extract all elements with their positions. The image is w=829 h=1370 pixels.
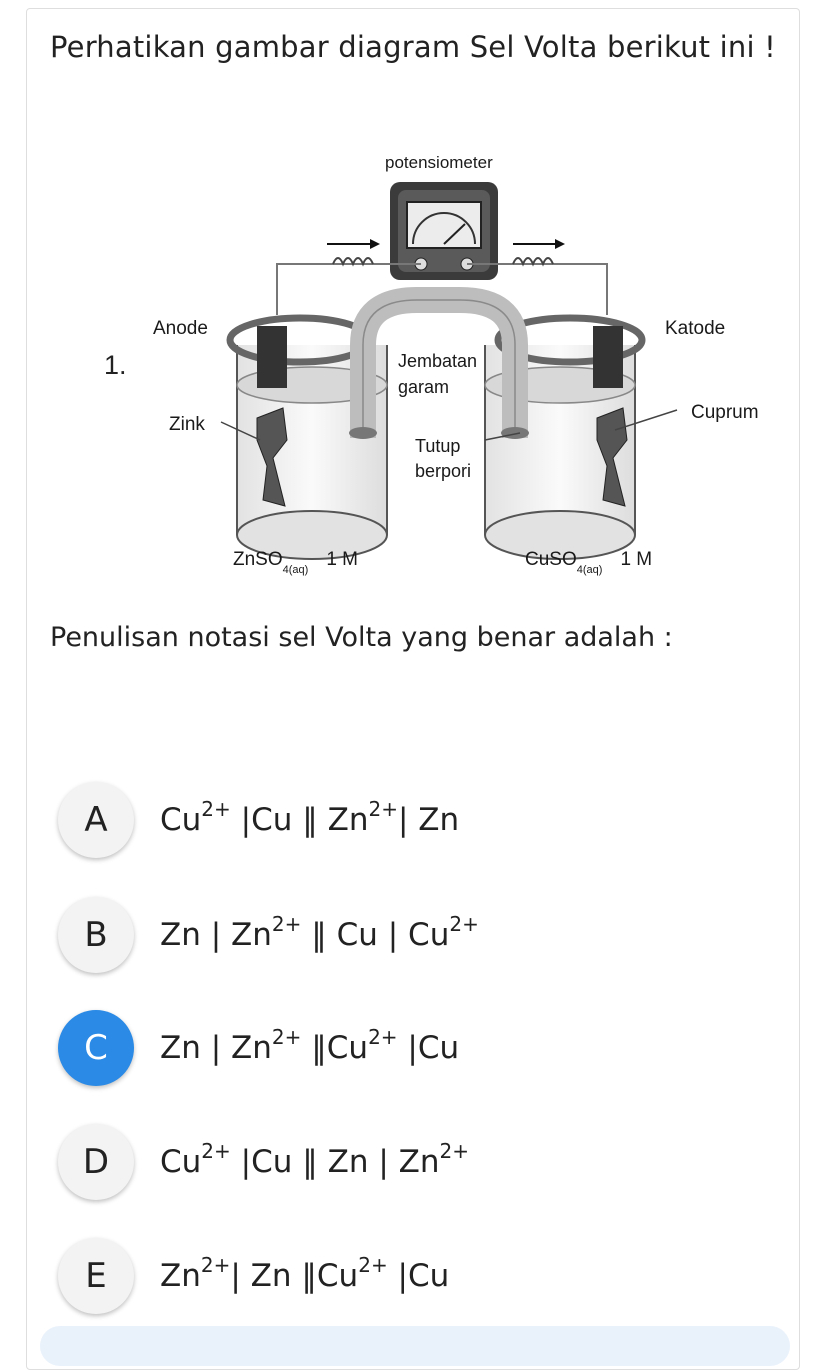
question-prompt: Penulisan notasi sel Volta yang benar adalah : (50, 622, 673, 653)
zink-label: Zink (169, 414, 205, 435)
garam-label: garam (398, 377, 450, 397)
option-e[interactable] (58, 1236, 778, 1316)
question-text: Perhatikan gambar diagram Sel Volta berikut ini ! (50, 30, 777, 64)
option-b-letter[interactable]: B (58, 897, 134, 973)
voltaic-cell-diagram (145, 140, 775, 590)
option-b[interactable] (58, 895, 778, 975)
option-d-letter[interactable]: D (58, 1124, 134, 1200)
tutup-label: Tutup (415, 436, 461, 456)
znso4-label: ZnSO$_{4(aq)}$ 1 M (233, 549, 358, 576)
option-e-letter[interactable]: E (58, 1238, 134, 1314)
porous-cap-left (349, 427, 377, 439)
option-c-text: Zn | $Zn^{2+}$ $‖Cu^{2+}$ |Cu (160, 1025, 460, 1066)
potentiometer-icon (390, 182, 498, 280)
option-e-text: $Zn^{2+}|$ Zn $‖Cu^{2+}$ |Cu (160, 1253, 450, 1294)
cuso4-label: CuSO$_{4(aq)}$ 1 M (525, 549, 653, 576)
option-a[interactable] (58, 780, 778, 860)
berpori-label: berpori (415, 461, 472, 481)
option-a-letter[interactable]: A (58, 782, 134, 858)
option-d[interactable] (58, 1122, 778, 1202)
jembatan-label: Jembatan (398, 351, 478, 371)
katode-label: Katode (665, 318, 726, 339)
bottom-panel (40, 1326, 790, 1366)
option-c[interactable] (58, 1008, 778, 1088)
option-d-text: $Cu^{2+}$ |Cu ‖ Zn | $Zn^{2+}$ (160, 1139, 469, 1180)
item-number: 1. (104, 350, 127, 380)
potensiometer-label: potensiometer (385, 153, 493, 172)
option-c-letter[interactable]: C (58, 1010, 134, 1086)
cuprum-label: Cuprum (691, 402, 759, 423)
option-b-text: Zn | $Zn^{2+}$ ‖ Cu | $Cu^{2+}$ (160, 912, 479, 953)
anode-label: Anode (153, 318, 208, 339)
option-a-text: $Cu^{2+}$ |Cu ‖ $Zn^{2+}|$ Zn (160, 797, 460, 838)
porous-cap-right (501, 427, 529, 439)
